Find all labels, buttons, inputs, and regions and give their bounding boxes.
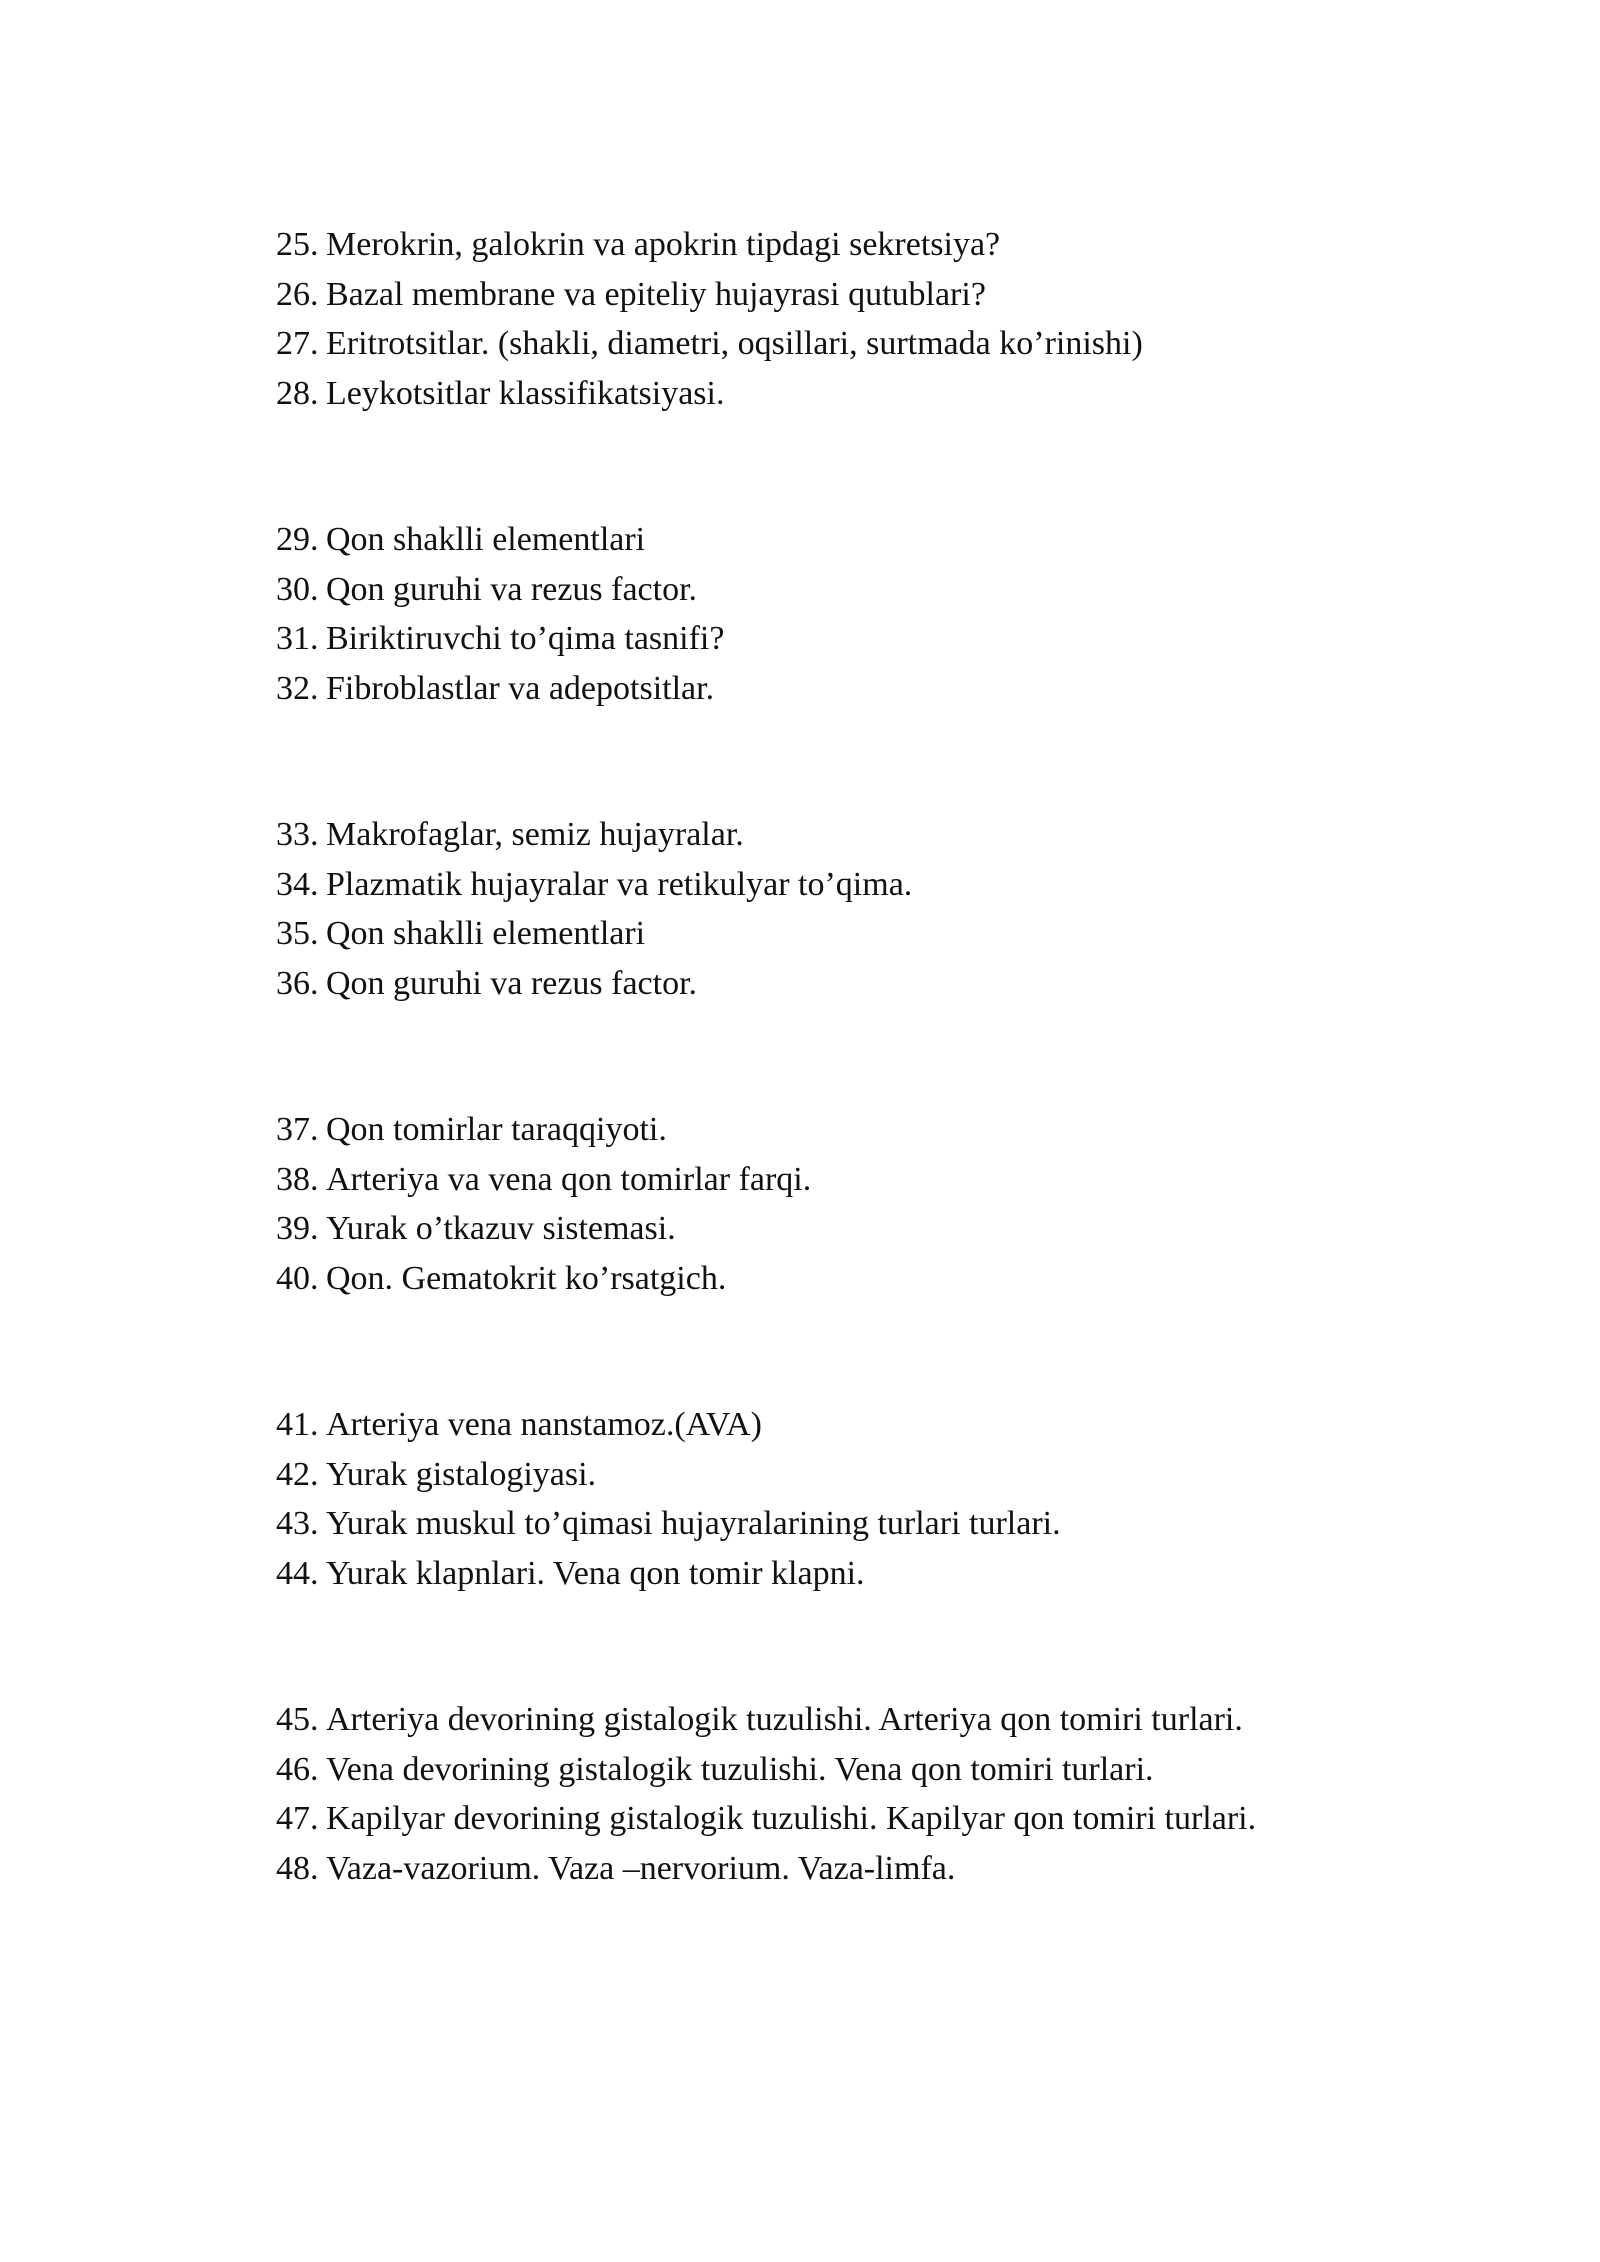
question-text: Qon guruhi va rezus factor.	[326, 964, 698, 1002]
question-text: Yurak gistalogiyasi.	[326, 1455, 597, 1493]
question-text: Qon tomirlar taraqqiyoti.	[326, 1111, 667, 1148]
question-number: 32.	[276, 669, 319, 707]
question-item	[276, 1450, 1426, 1500]
question-item	[276, 1844, 1426, 1894]
question-number: 41.	[276, 1406, 319, 1443]
question-item	[276, 1499, 1426, 1549]
question-item	[276, 1204, 1426, 1254]
question-number: 26.	[276, 275, 319, 313]
question-number: 43.	[276, 1505, 319, 1542]
question-group	[276, 810, 1426, 1105]
question-item	[276, 664, 1426, 714]
question-text: Plazmatik hujayralar va retikulyar to’qima.	[326, 865, 913, 903]
question-text: Vaza-vazorium. Vaza –nervorium. Vaza-limfa.	[326, 1849, 956, 1887]
question-text: Qon guruhi va rezus factor.	[326, 570, 698, 608]
question-item	[276, 1745, 1426, 1795]
question-item	[276, 614, 1426, 664]
question-item	[276, 860, 1426, 910]
question-item	[276, 909, 1426, 959]
question-number: 35.	[276, 915, 319, 952]
question-item	[276, 959, 1426, 1009]
question-group	[276, 1400, 1426, 1695]
question-text: Yurak o’tkazuv sistemasi.	[326, 1210, 676, 1247]
question-text: Merokrin, galokrin va apokrin tipdagi sekretsiya?	[326, 226, 1001, 263]
question-group	[276, 220, 1426, 515]
question-number: 39.	[276, 1210, 319, 1247]
question-number: 40.	[276, 1259, 319, 1297]
question-number: 37.	[276, 1111, 319, 1148]
question-item	[276, 810, 1426, 860]
question-number: 46.	[276, 1750, 319, 1788]
question-item	[276, 565, 1426, 615]
question-item	[276, 1794, 1426, 1844]
question-text: Fibroblastlar va adepotsitlar.	[326, 669, 715, 707]
question-text: Eritrotsitlar. (shakli, diametri, oqsillari, surtmada ko’rinishi)	[326, 325, 1143, 362]
question-item	[276, 1254, 1426, 1304]
question-item	[276, 369, 1426, 419]
question-text: Arteriya va vena qon tomirlar farqi.	[326, 1160, 812, 1198]
question-item	[276, 220, 1426, 270]
question-text: Qon shaklli elementlari	[326, 521, 646, 558]
question-number: 38.	[276, 1160, 319, 1198]
question-number: 34.	[276, 865, 319, 903]
question-group	[276, 1695, 1426, 1990]
question-item	[276, 1105, 1426, 1155]
question-number: 25.	[276, 226, 319, 263]
question-group	[276, 1105, 1426, 1400]
question-text: Qon shaklli elementlari	[326, 915, 646, 952]
question-group	[276, 515, 1426, 810]
question-text: Bazal membrane va epiteliy hujayrasi qutublari?	[326, 275, 986, 313]
question-item	[276, 515, 1426, 565]
question-number: 47.	[276, 1800, 319, 1837]
question-item	[276, 1400, 1426, 1450]
question-text: Arteriya devorining gistalogik tuzulishi. Arteriya qon tomiri turlari.	[326, 1701, 1243, 1738]
question-number: 28.	[276, 374, 319, 412]
question-text: Arteriya vena nanstamoz.(AVA)	[326, 1406, 762, 1443]
question-item	[276, 1695, 1426, 1745]
question-item	[276, 319, 1426, 369]
question-item	[276, 1549, 1426, 1599]
question-text: Leykotsitlar klassifikatsiyasi.	[326, 374, 725, 412]
question-text: Qon. Gematokrit ko’rsatgich.	[326, 1259, 727, 1297]
question-text: Vena devorining gistalogik tuzulishi. Vena qon tomiri turlari.	[326, 1750, 1154, 1788]
question-text: Biriktiruvchi to’qima tasnifi?	[326, 620, 725, 657]
question-text: Makrofaglar, semiz hujayralar.	[326, 816, 744, 853]
question-number: 31.	[276, 620, 319, 657]
question-number: 30.	[276, 570, 319, 608]
question-number: 48.	[276, 1849, 319, 1887]
question-item	[276, 270, 1426, 320]
question-number: 33.	[276, 816, 319, 853]
question-number: 44.	[276, 1554, 319, 1592]
question-number: 36.	[276, 964, 319, 1002]
question-number: 29.	[276, 521, 319, 558]
question-text: Yurak muskul to’qimasi hujayralarining turlari turlari.	[326, 1505, 1061, 1542]
question-text: Yurak klapnlari. Vena qon tomir klapni.	[326, 1554, 865, 1592]
question-number: 45.	[276, 1701, 319, 1738]
question-list	[276, 220, 1426, 1990]
question-text: Kapilyar devorining gistalogik tuzulishi. Kapilyar qon tomiri turlari.	[326, 1800, 1257, 1837]
question-item	[276, 1155, 1426, 1205]
question-number: 27.	[276, 325, 319, 362]
question-number: 42.	[276, 1455, 319, 1493]
